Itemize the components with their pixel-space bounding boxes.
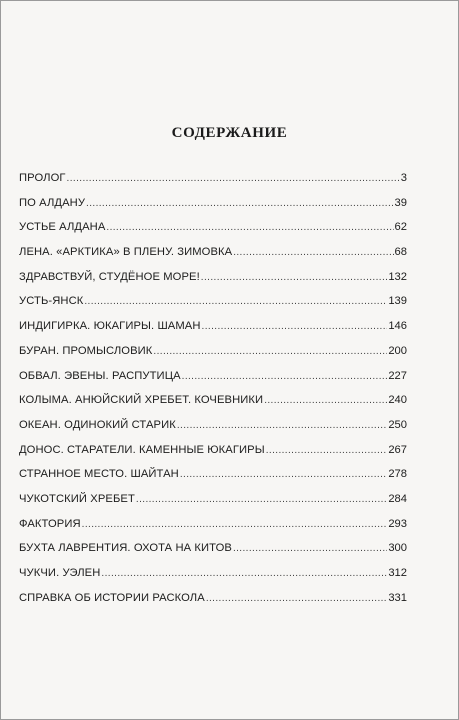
- toc-entry-page-number: 250: [388, 418, 407, 431]
- dot-leader: [180, 469, 387, 480]
- toc-entry: [19, 295, 407, 320]
- dot-leader: [153, 346, 387, 357]
- toc-entry: [19, 370, 407, 395]
- table-of-contents: [19, 172, 407, 616]
- toc-entry-page-number: 146: [388, 320, 407, 333]
- toc-entry-title: ИНДИГИРКА. ЮКАГИРЫ. ШАМАН: [19, 320, 201, 333]
- toc-entry-title: ОБВАЛ. ЭВЕНЫ. РАСПУТИЦА: [19, 369, 181, 382]
- toc-entry-title: УСТЬЕ АЛДАНА: [19, 221, 106, 234]
- toc-entry: [19, 172, 407, 197]
- toc-entry-title: УСТЬ-ЯНСК: [19, 295, 84, 308]
- dot-leader: [136, 494, 387, 505]
- dot-leader: [233, 543, 387, 554]
- toc-entry-title: ДОНОС. СТАРАТЕЛИ. КАМЕННЫЕ ЮКАГИРЫ: [19, 443, 265, 456]
- toc-entry: [19, 493, 407, 518]
- toc-entry: [19, 468, 407, 493]
- toc-entry-title: ФАКТОРИЯ: [19, 517, 81, 530]
- toc-entry: [19, 320, 407, 345]
- dot-leader: [201, 272, 388, 283]
- toc-entry-page-number: 267: [388, 443, 407, 456]
- toc-entry-title: КОЛЫМА. АНЮЙСКИЙ ХРЕБЕТ. КОЧЕВНИКИ: [19, 394, 264, 407]
- toc-entry: [19, 271, 407, 296]
- page-surface: [1, 1, 458, 719]
- toc-entry-page-number: 139: [388, 295, 407, 308]
- toc-entry: [19, 542, 407, 567]
- toc-entry-page-number: 3: [400, 172, 407, 184]
- dot-leader: [82, 519, 388, 530]
- toc-entry-page-number: 278: [388, 468, 407, 481]
- dot-leader: [264, 395, 387, 406]
- toc-entry-page-number: 312: [388, 567, 407, 579]
- toc-entry-title: ПО АЛДАНУ: [19, 196, 86, 209]
- toc-entry: [19, 444, 407, 469]
- toc-entry-title: БУРАН. ПРОМЫСЛОВИК: [19, 344, 153, 357]
- toc-entry-page-number: 293: [388, 517, 407, 530]
- dot-leader: [177, 420, 387, 431]
- dot-leader: [266, 445, 388, 456]
- toc-entry-title: СТРАННОЕ МЕСТО. ШАЙТАН: [19, 468, 179, 481]
- toc-entry: [19, 567, 407, 592]
- toc-entry-page-number: 300: [388, 542, 407, 555]
- toc-entry: [19, 246, 407, 271]
- toc-entry-page-number: 227: [388, 369, 407, 382]
- toc-entry-title: ЛЕНА. «АРКТИКА» В ПЛЕНУ. ЗИМОВКА: [19, 246, 233, 259]
- toc-entry: [19, 592, 407, 617]
- toc-entry-page-number: 200: [388, 344, 407, 357]
- toc-entry-title: ЧУКОТСКИЙ ХРЕБЕТ: [19, 492, 135, 505]
- toc-entry: [19, 345, 407, 370]
- dot-leader: [67, 173, 400, 184]
- toc-entry: [19, 221, 407, 246]
- dot-leader: [182, 371, 388, 382]
- toc-entry-title: ЧУКЧИ. УЭЛЕН: [19, 567, 101, 579]
- dot-leader: [84, 296, 387, 307]
- toc-entry-page-number: 240: [388, 394, 407, 407]
- dot-leader: [202, 321, 388, 332]
- toc-heading: СОДЕРЖАНИЕ: [171, 125, 288, 141]
- toc-entry-title: БУХТА ЛАВРЕНТИЯ. ОХОТА НА КИТОВ: [19, 542, 232, 555]
- toc-entry: [19, 518, 407, 543]
- dot-leader: [86, 198, 394, 209]
- toc-entry-page-number: 39: [394, 196, 407, 209]
- toc-entry-title: ОКЕАН. ОДИНОКИЙ СТАРИК: [19, 418, 176, 431]
- toc-entry: [19, 197, 407, 222]
- toc-entry-page-number: 62: [394, 221, 407, 234]
- dot-leader: [106, 222, 393, 233]
- dot-leader: [206, 593, 388, 604]
- toc-entry-page-number: 68: [394, 246, 407, 259]
- toc-entry-page-number: 331: [388, 591, 407, 604]
- toc-entry-title: ЗДРАВСТВУЙ, СТУДЁНОЕ МОРЕ!: [19, 270, 200, 283]
- toc-entry-title: ПРОЛОГ: [19, 172, 66, 184]
- dot-leader: [233, 247, 393, 258]
- toc-entry-page-number: 132: [388, 270, 407, 283]
- toc-entry: [19, 394, 407, 419]
- toc-entry-page-number: 284: [388, 492, 407, 505]
- toc-entry: [19, 419, 407, 444]
- dot-leader: [101, 568, 387, 579]
- toc-entry-title: СПРАВКА ОБ ИСТОРИИ РАСКОЛА: [19, 591, 205, 604]
